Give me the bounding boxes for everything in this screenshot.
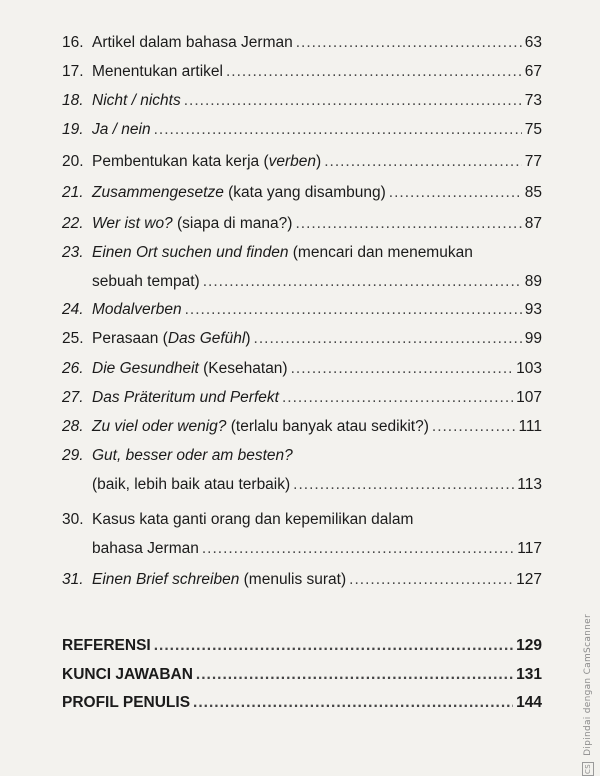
- dot-leader: [196, 661, 513, 689]
- toc-entry-title-part: Zusammengesetze: [92, 184, 224, 201]
- toc-entry-title-part: Zu viel oder wenig?: [92, 418, 227, 435]
- toc-entry-number: 25.: [62, 330, 84, 347]
- toc-entry[interactable]: [62, 28, 542, 57]
- toc-entry-title: [92, 267, 200, 296]
- toc-entry-title-part: Das Gefühl: [167, 330, 246, 347]
- toc-entry-title: [92, 534, 199, 563]
- toc-entry-page: 99: [524, 330, 542, 347]
- dot-leader: [349, 565, 513, 594]
- toc-entry-title-part: (siapa di mana?): [172, 215, 293, 232]
- dot-leader: [291, 354, 514, 383]
- toc-entry-number: 31.: [62, 571, 84, 588]
- toc-entry-number: 22.: [62, 215, 84, 232]
- camscanner-logo-icon: CS: [584, 764, 592, 774]
- dot-leader: [324, 147, 522, 176]
- back-matter-page: 131: [516, 666, 542, 683]
- toc-entry-page: 111: [518, 418, 542, 435]
- dot-leader: [296, 28, 522, 57]
- dot-leader: [282, 383, 513, 412]
- toc-entry-number: 17.: [62, 63, 84, 80]
- toc-entry-title-line1: [92, 441, 542, 470]
- toc-entry-number: 18.: [62, 92, 84, 109]
- toc-entry[interactable]: [62, 178, 542, 207]
- toc-entry-title: [92, 209, 292, 238]
- back-matter-entry[interactable]: [62, 632, 542, 660]
- dot-leader: [193, 689, 513, 717]
- toc-entry-number: 24.: [62, 301, 84, 318]
- toc-entry-title-part: Gut, besser oder am besten?: [92, 447, 293, 464]
- toc-entry-number: 30.: [62, 511, 84, 528]
- toc-entry-title-part: ): [316, 153, 322, 170]
- dot-leader: [154, 115, 522, 144]
- toc-entry-title: [92, 178, 386, 207]
- toc-entry-title-part: (menulis surat): [239, 571, 347, 588]
- toc-entry-title-part: Ja / nein: [92, 121, 151, 138]
- toc-entry-title: [92, 412, 429, 441]
- toc-entry[interactable]: [62, 505, 542, 563]
- dot-leader: [295, 209, 521, 238]
- toc-entry-title: [92, 354, 288, 383]
- toc-entry-page: 75: [524, 121, 542, 138]
- toc-entry-number: 28.: [62, 418, 84, 435]
- toc-entry-title: [92, 470, 290, 499]
- back-matter-title: KUNCI JAWABAN: [62, 666, 193, 683]
- toc-entry-page: 73: [524, 92, 542, 109]
- toc-entry-title-part: Nicht / nichts: [92, 92, 181, 109]
- toc-entry[interactable]: [62, 115, 542, 144]
- toc-entry[interactable]: [62, 238, 542, 296]
- dot-leader: [293, 470, 514, 499]
- toc-entry-title-part: Pembentukan kata kerja (: [92, 153, 269, 170]
- toc-entry-title: [92, 147, 321, 176]
- toc-entry-number: 19.: [62, 121, 84, 138]
- toc-entry-title-part: (mencari dan menemukan: [288, 244, 473, 261]
- toc-entry-title: [92, 86, 181, 115]
- toc-entry[interactable]: [62, 86, 542, 115]
- toc-entry-title-part: verben: [268, 153, 317, 170]
- toc-entry-title-part: Modalverben: [92, 301, 182, 318]
- toc-entry[interactable]: [62, 324, 542, 353]
- toc-entry-title-part: Einen Ort suchen und finden: [92, 244, 289, 261]
- toc-entry-title-line1: [92, 238, 542, 267]
- toc-entry[interactable]: [62, 441, 542, 499]
- dot-leader: [185, 295, 522, 324]
- toc-entry-title-part: (terlalu banyak atau sedikit?): [226, 418, 429, 435]
- toc-entry-page: 89: [524, 273, 542, 290]
- toc-entry-title-part: Kasus kata ganti orang dan kepemilikan dalam: [92, 511, 414, 528]
- toc-entry-title-part: bahasa Jerman: [92, 540, 199, 557]
- toc-entry-title: [92, 115, 151, 144]
- toc-entry-page: 103: [516, 360, 542, 377]
- toc-entry-title-part: Die Gesundheit: [92, 360, 199, 377]
- back-matter-page: 129: [516, 637, 542, 654]
- toc-entry-page: 77: [524, 153, 542, 170]
- toc-entry-number: 27.: [62, 389, 84, 406]
- toc-entry-page: 107: [516, 389, 542, 406]
- toc-entry-title: [92, 383, 279, 412]
- scanner-watermark: [582, 610, 596, 776]
- toc-entry-title-line1: [92, 505, 542, 534]
- toc-entry-title-part: (Kesehatan): [198, 360, 288, 377]
- toc-entry-number: 16.: [62, 34, 84, 51]
- toc-entry-title: [92, 28, 293, 57]
- toc-entry-title: [92, 565, 346, 594]
- toc-entry-title-part: Einen Brief schreiben: [92, 571, 240, 588]
- toc-entry-page: 113: [517, 476, 542, 493]
- dot-leader: [154, 632, 513, 660]
- toc-entry-title: [92, 295, 182, 324]
- toc-entry-page: 127: [516, 571, 542, 588]
- dot-leader: [389, 178, 522, 207]
- toc-entry-page: 87: [524, 215, 542, 232]
- toc-entry-title-part: sebuah tempat): [92, 273, 200, 290]
- toc-entry[interactable]: [62, 295, 542, 324]
- scanner-watermark-text: Dipindai dengan CamScanner: [583, 614, 593, 756]
- back-matter-title: REFERENSI: [62, 637, 151, 654]
- toc-entry[interactable]: [62, 565, 542, 594]
- toc-entry-page: 67: [524, 63, 542, 80]
- toc-entry-number: 21.: [62, 184, 84, 201]
- toc-entry[interactable]: [62, 354, 542, 383]
- toc-entry-number: 26.: [62, 360, 84, 377]
- toc-entry[interactable]: [62, 383, 542, 412]
- toc-entry-page: 93: [524, 301, 542, 318]
- back-matter-entry[interactable]: [62, 661, 542, 689]
- toc-entry-title-part: Wer ist wo?: [92, 215, 173, 232]
- dot-leader: [254, 324, 522, 353]
- toc-entry-page: 85: [524, 184, 542, 201]
- dot-leader: [184, 86, 522, 115]
- toc-entry-title-part: (kata yang disambung): [223, 184, 386, 201]
- toc-entry-title: [92, 57, 223, 86]
- toc-entry-title-part: Das Präteritum und Perfekt: [92, 389, 279, 406]
- toc-entry-title-part: ): [245, 330, 251, 347]
- toc-entry[interactable]: [62, 57, 542, 86]
- toc-entry[interactable]: [62, 209, 542, 238]
- toc-entry[interactable]: [62, 147, 542, 176]
- toc-entry-title-part: Perasaan (: [92, 330, 168, 347]
- dot-leader: [432, 412, 516, 441]
- toc-entry-page: 117: [517, 540, 542, 557]
- dot-leader: [203, 267, 522, 296]
- toc-entry-number: 29.: [62, 447, 84, 464]
- toc-entry-title-part: (baik, lebih baik atau terbaik): [92, 476, 291, 493]
- toc-entry-title: [92, 324, 251, 353]
- back-matter-page: 144: [516, 694, 542, 711]
- dot-leader: [202, 534, 514, 563]
- dot-leader: [226, 57, 522, 86]
- toc-entry-number: 20.: [62, 153, 84, 170]
- toc-entry[interactable]: [62, 412, 542, 441]
- toc-entry-title-part: Artikel dalam bahasa Jerman: [92, 34, 293, 51]
- back-matter-entry[interactable]: [62, 689, 542, 717]
- toc-entry-number: 23.: [62, 244, 84, 261]
- toc-entry-title-part: Menentukan artikel: [92, 63, 223, 80]
- back-matter-title: PROFIL PENULIS: [62, 694, 191, 711]
- toc-entry-page: 63: [524, 34, 542, 51]
